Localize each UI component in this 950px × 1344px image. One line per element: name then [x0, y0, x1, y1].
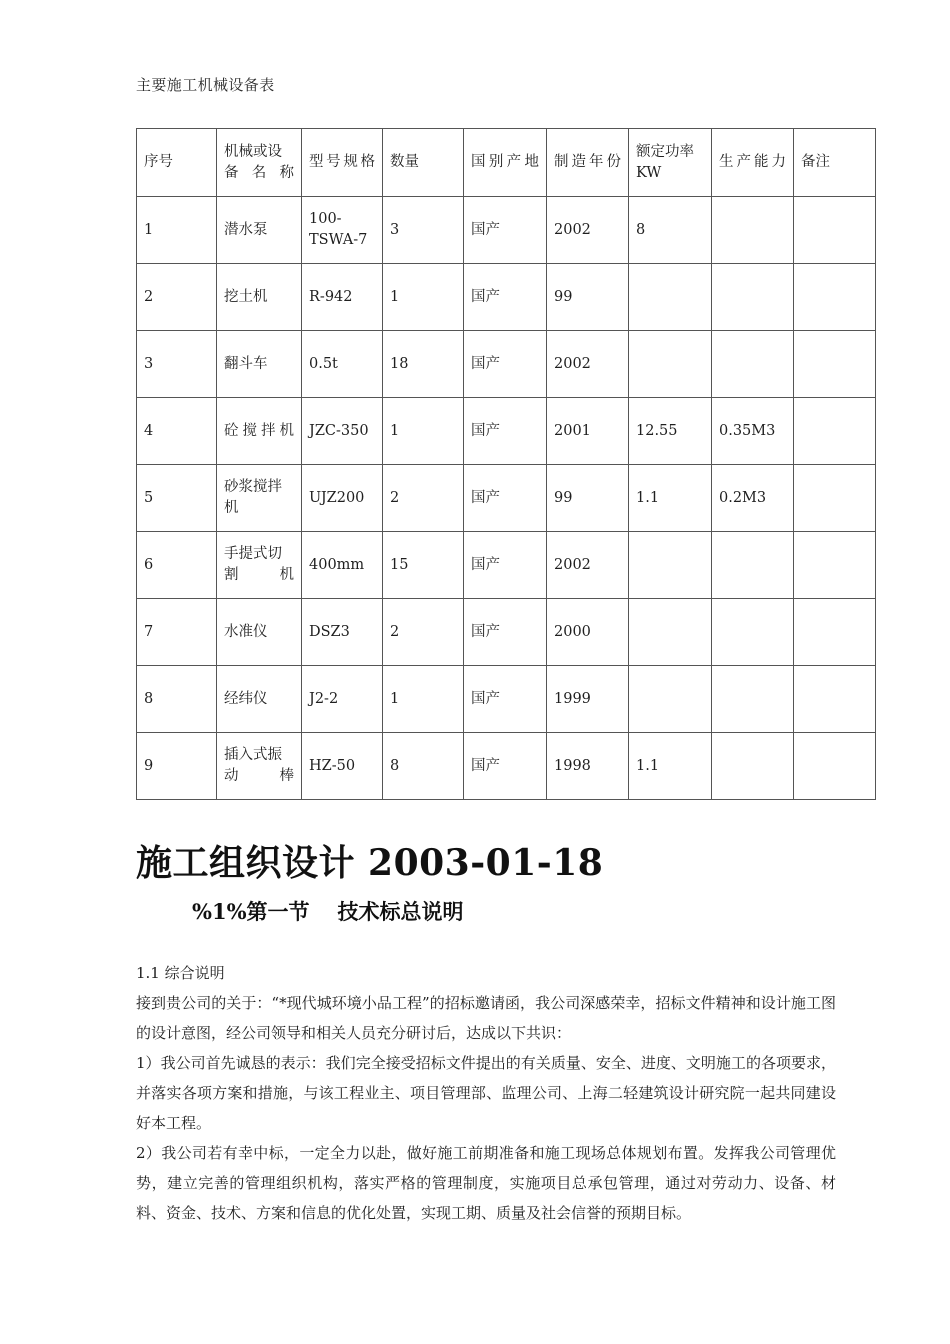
cell-index: 6 [137, 532, 217, 599]
cell-quantity: 3 [383, 197, 464, 264]
cell-manufacture-year: 99 [547, 264, 629, 331]
table-row [137, 264, 876, 331]
cell-remarks [794, 398, 876, 465]
cell-origin: 国产 [464, 398, 547, 465]
cell-equipment-name: 砼搅拌机 [217, 398, 302, 465]
cell-index: 3 [137, 331, 217, 398]
cell-capacity [712, 733, 794, 800]
cell-index: 2 [137, 264, 217, 331]
table-row [137, 733, 876, 800]
column-header-origin: 国别产地 [464, 129, 547, 197]
cell-rated-power [629, 532, 712, 599]
cell-manufacture-year: 2002 [547, 532, 629, 599]
cell-model-spec: JZC-350 [302, 398, 383, 465]
column-header-capacity: 生产能力 [712, 129, 794, 197]
column-header-rated-power: 额定功率KW [629, 129, 712, 197]
table-header-row [137, 129, 876, 197]
cell-capacity: 0.35M3 [712, 398, 794, 465]
table-row [137, 398, 876, 465]
cell-remarks [794, 197, 876, 264]
equipment-table [136, 128, 876, 800]
cell-quantity: 2 [383, 599, 464, 666]
table-row [137, 532, 876, 599]
cell-model-spec: 100-TSWA-7 [302, 197, 383, 264]
cell-model-spec: DSZ3 [302, 599, 383, 666]
cell-manufacture-year: 1999 [547, 666, 629, 733]
table-row [137, 197, 876, 264]
cell-capacity [712, 532, 794, 599]
cell-equipment-name: 手提式切割机 [217, 532, 302, 599]
cell-quantity: 2 [383, 465, 464, 532]
cell-rated-power: 8 [629, 197, 712, 264]
cell-manufacture-year: 2001 [547, 398, 629, 465]
cell-rated-power [629, 331, 712, 398]
cell-origin: 国产 [464, 331, 547, 398]
cell-remarks [794, 599, 876, 666]
cell-remarks [794, 331, 876, 398]
table-row [137, 465, 876, 532]
cell-model-spec: R-942 [302, 264, 383, 331]
cell-remarks [794, 666, 876, 733]
cell-equipment-name: 潜水泵 [217, 197, 302, 264]
cell-origin: 国产 [464, 666, 547, 733]
cell-capacity: 0.2M3 [712, 465, 794, 532]
cell-origin: 国产 [464, 465, 547, 532]
cell-capacity [712, 264, 794, 331]
cell-remarks [794, 465, 876, 532]
cell-manufacture-year: 2000 [547, 599, 629, 666]
table-caption: 主要施工机械设备表 [136, 76, 275, 94]
cell-quantity: 8 [383, 733, 464, 800]
cell-manufacture-year: 1998 [547, 733, 629, 800]
cell-model-spec: HZ-50 [302, 733, 383, 800]
cell-capacity [712, 197, 794, 264]
cell-equipment-name: 水准仪 [217, 599, 302, 666]
cell-equipment-name: 挖土机 [217, 264, 302, 331]
body-content [136, 958, 836, 1228]
section-heading [192, 896, 464, 928]
body-paragraph: 1）我公司首先诚恳的表示：我们完全接受招标文件提出的有关质量、安全、进度、文明施工的各项要求，并落实各项方案和措施，与该工程业主、项目管理部、监理公司、上海二轻建筑设计研究院一起共同建设好本工程。 [136, 1054, 836, 1132]
cell-equipment-name: 砂浆搅拌机 [217, 465, 302, 532]
cell-index: 7 [137, 599, 217, 666]
column-header-model-spec: 型号规格 [302, 129, 383, 197]
table-row [137, 599, 876, 666]
body-paragraph-heading: 1.1 综合说明 [136, 964, 225, 982]
cell-capacity [712, 666, 794, 733]
cell-rated-power [629, 599, 712, 666]
equipment-table-container [136, 128, 875, 800]
cell-origin: 国产 [464, 599, 547, 666]
body-paragraph: 接到贵公司的关于：“*现代城环境小品工程”的招标邀请函，我公司深感荣幸，招标文件精神和设计施工图的设计意图，经公司领导和相关人员充分研讨后，达成以下共识： [136, 994, 836, 1042]
cell-model-spec: UJZ200 [302, 465, 383, 532]
cell-origin: 国产 [464, 532, 547, 599]
equipment-table-body [137, 197, 876, 800]
cell-origin: 国产 [464, 733, 547, 800]
column-header-manufacture-year: 制造年份 [547, 129, 629, 197]
cell-origin: 国产 [464, 197, 547, 264]
cell-manufacture-year: 2002 [547, 197, 629, 264]
cell-index: 4 [137, 398, 217, 465]
cell-rated-power [629, 264, 712, 331]
cell-equipment-name: 翻斗车 [217, 331, 302, 398]
column-header-equipment-name: 机械或设备名称 [217, 129, 302, 197]
column-header-remarks: 备注 [794, 129, 876, 197]
column-header-quantity: 数量 [383, 129, 464, 197]
cell-rated-power [629, 666, 712, 733]
table-row [137, 666, 876, 733]
cell-origin: 国产 [464, 264, 547, 331]
cell-quantity: 1 [383, 666, 464, 733]
cell-remarks [794, 532, 876, 599]
cell-quantity: 1 [383, 398, 464, 465]
cell-model-spec: 400mm [302, 532, 383, 599]
cell-equipment-name: 插入式振动棒 [217, 733, 302, 800]
cell-capacity [712, 599, 794, 666]
section-heading-title: 技术标总说明 [337, 899, 464, 924]
cell-remarks [794, 264, 876, 331]
cell-rated-power: 12.55 [629, 398, 712, 465]
cell-manufacture-year: 99 [547, 465, 629, 532]
page-title: 施工组织设计 2003-01-18 [136, 842, 604, 884]
cell-equipment-name: 经纬仪 [217, 666, 302, 733]
cell-rated-power: 1.1 [629, 733, 712, 800]
cell-model-spec: 0.5t [302, 331, 383, 398]
cell-model-spec: J2-2 [302, 666, 383, 733]
cell-quantity: 15 [383, 532, 464, 599]
cell-remarks [794, 733, 876, 800]
section-heading-prefix: %1%第一节 [192, 899, 310, 924]
cell-index: 5 [137, 465, 217, 532]
table-row [137, 331, 876, 398]
cell-quantity: 18 [383, 331, 464, 398]
cell-index: 1 [137, 197, 217, 264]
cell-capacity [712, 331, 794, 398]
equipment-table-header [137, 129, 876, 197]
cell-index: 9 [137, 733, 217, 800]
cell-quantity: 1 [383, 264, 464, 331]
column-header-index: 序号 [137, 129, 217, 197]
body-paragraph: 2）我公司若有幸中标，一定全力以赴，做好施工前期准备和施工现场总体规划布置。发挥我公司管理优势，建立完善的管理组织机构，落实严格的管理制度，实施项目总承包管理，通过对劳动力、设备、材料、资金、技术、方案和信息的优化处置，实现工期、质量及社会信誉的预期目标。 [136, 1144, 836, 1222]
cell-rated-power: 1.1 [629, 465, 712, 532]
cell-manufacture-year: 2002 [547, 331, 629, 398]
cell-index: 8 [137, 666, 217, 733]
